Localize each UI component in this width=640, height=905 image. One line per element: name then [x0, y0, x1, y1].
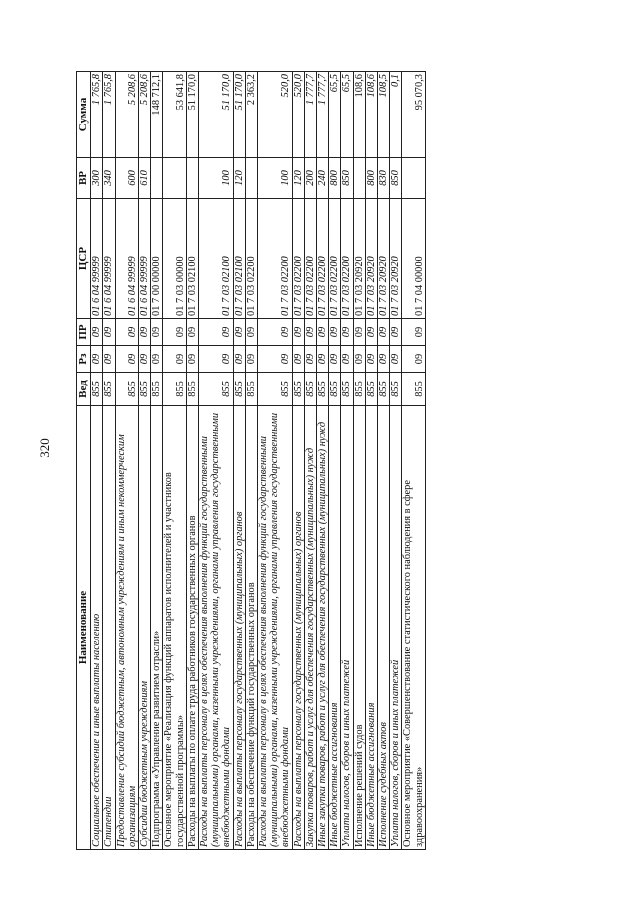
- cell-csr: 01 7 03 20920: [378, 199, 390, 319]
- cell-ved: 855: [115, 373, 138, 406]
- cell-rz: 09: [103, 346, 115, 373]
- cell-ved: 855: [390, 373, 402, 406]
- cell-vr: 240: [317, 158, 329, 199]
- cell-vr: 340: [103, 158, 115, 199]
- cell-ved: 855: [329, 373, 341, 406]
- cell-pr: 09: [317, 319, 329, 346]
- cell-sum: 148 712,1: [151, 72, 163, 158]
- cell-name: Расходы на выплаты персоналу государственных (муниципальных) органов: [233, 406, 245, 850]
- cell-ved: 855: [258, 373, 293, 406]
- cell-csr: 01 7 03 20920: [390, 199, 402, 319]
- cell-vr: [353, 158, 365, 199]
- cell-vr: 610: [139, 158, 151, 199]
- cell-csr: 01 7 03 02100: [186, 199, 198, 319]
- cell-vr: [163, 158, 186, 199]
- cell-rz: 09: [115, 346, 138, 373]
- cell-csr: 01 7 00 00000: [151, 199, 163, 319]
- cell-ved: 855: [353, 373, 365, 406]
- cell-vr: [402, 158, 425, 199]
- header-csr: ЦСР: [77, 199, 91, 319]
- cell-vr: [245, 158, 257, 199]
- cell-vr: 200: [304, 158, 316, 199]
- cell-sum: 2 363,2: [245, 72, 257, 158]
- cell-sum: 95 070,3: [402, 72, 425, 158]
- cell-pr: 09: [341, 319, 353, 346]
- table-row: [115, 72, 138, 850]
- header-rz: Рз: [77, 346, 91, 373]
- cell-rz: 09: [199, 346, 234, 373]
- cell-sum: 5 208,6: [115, 72, 138, 158]
- cell-sum: 5 208,6: [139, 72, 151, 158]
- cell-vr: 100: [199, 158, 234, 199]
- header-ved: Вед: [77, 373, 91, 406]
- cell-rz: 09: [163, 346, 186, 373]
- budget-table: [76, 71, 426, 850]
- table-row: [233, 72, 245, 850]
- page-number: 320: [37, 438, 52, 458]
- table-row: [186, 72, 198, 850]
- cell-csr: 01 7 03 02200: [292, 199, 304, 319]
- cell-csr: 01 7 03 02200: [245, 199, 257, 319]
- cell-pr: 09: [103, 319, 115, 346]
- cell-name: Иные бюджетные ассигнования: [365, 406, 377, 850]
- cell-pr: 09: [329, 319, 341, 346]
- table-row: [402, 72, 425, 850]
- cell-name: Расходы на выплаты по оплате труда работников государственных органов: [186, 406, 198, 850]
- table-row: [317, 72, 329, 850]
- cell-name: Иные бюджетные ассигнования: [329, 406, 341, 850]
- cell-ved: 855: [292, 373, 304, 406]
- cell-csr: 01 7 03 02200: [341, 199, 353, 319]
- table-row: [151, 72, 163, 850]
- cell-ved: 855: [317, 373, 329, 406]
- cell-csr: 01 7 03 02100: [233, 199, 245, 319]
- cell-csr: 01 7 03 20920: [353, 199, 365, 319]
- cell-csr: 01 7 03 00000: [163, 199, 186, 319]
- cell-pr: 09: [233, 319, 245, 346]
- cell-ved: 855: [199, 373, 234, 406]
- cell-rz: 09: [317, 346, 329, 373]
- table-row: [199, 72, 234, 850]
- cell-name: Иные закупки товаров, работ и услуг для обеспечения государственных (муниципальных) нужд: [317, 406, 329, 850]
- cell-name: Субсидии бюджетным учреждениям: [139, 406, 151, 850]
- cell-pr: 09: [151, 319, 163, 346]
- cell-csr: 01 6 04 99999: [139, 199, 151, 319]
- cell-rz: 09: [390, 346, 402, 373]
- cell-ved: 855: [365, 373, 377, 406]
- cell-name: Подпрограмма «Управление развитием отрасли»: [151, 406, 163, 850]
- cell-ved: 855: [91, 373, 103, 406]
- table-row: [163, 72, 186, 850]
- cell-pr: 09: [139, 319, 151, 346]
- cell-name: Предоставление субсидий бюджетным, автономным учреждениям и иным некоммерческим организациям: [115, 406, 138, 850]
- cell-ved: 855: [139, 373, 151, 406]
- cell-rz: 09: [365, 346, 377, 373]
- cell-csr: 01 7 03 02200: [329, 199, 341, 319]
- cell-rz: 09: [329, 346, 341, 373]
- cell-pr: 09: [115, 319, 138, 346]
- cell-rz: 09: [402, 346, 425, 373]
- cell-csr: 01 6 04 99999: [91, 199, 103, 319]
- cell-rz: 09: [139, 346, 151, 373]
- cell-pr: 09: [199, 319, 234, 346]
- table-row: [258, 72, 293, 850]
- cell-name: Основное мероприятие «Совершенствование статистического наблюдения в сфере здравоохранения»: [402, 406, 425, 850]
- cell-sum: 108,6: [365, 72, 377, 158]
- cell-vr: [151, 158, 163, 199]
- cell-csr: 01 7 04 00000: [402, 199, 425, 319]
- cell-sum: 1 777,7: [304, 72, 316, 158]
- cell-sum: 108,5: [378, 72, 390, 158]
- cell-name: Уплата налогов, сборов и иных платежей: [390, 406, 402, 850]
- table-row: [353, 72, 365, 850]
- cell-sum: 1 765,8: [91, 72, 103, 158]
- cell-name: Социальное обеспечение и иные выплаты населению: [91, 406, 103, 850]
- cell-sum: 51 170,0: [186, 72, 198, 158]
- cell-vr: 830: [378, 158, 390, 199]
- cell-pr: 09: [402, 319, 425, 346]
- cell-name: Закупка товаров, работ и услуг для обеспечения государственных (муниципальных) нужд: [304, 406, 316, 850]
- cell-sum: 65,5: [329, 72, 341, 158]
- cell-ved: 855: [402, 373, 425, 406]
- cell-vr: 100: [258, 158, 293, 199]
- cell-rz: 09: [186, 346, 198, 373]
- cell-name: Расходы на выплаты персоналу в целях обеспечения выполнения функций государственными (муниципальными) органами, казенными учреждениями, органами управления государственными внебюджетными фондами: [258, 406, 293, 850]
- cell-sum: 53 641,8: [163, 72, 186, 158]
- cell-name: Расходы на обеспечение функций государственных органов: [245, 406, 257, 850]
- cell-csr: 01 7 03 20920: [365, 199, 377, 319]
- cell-vr: 800: [329, 158, 341, 199]
- cell-sum: 520,0: [292, 72, 304, 158]
- cell-pr: 09: [186, 319, 198, 346]
- cell-rz: 09: [304, 346, 316, 373]
- header-vr: ВР: [77, 158, 91, 199]
- cell-csr: 01 6 04 99999: [103, 199, 115, 319]
- cell-rz: 09: [341, 346, 353, 373]
- table-row: [341, 72, 353, 850]
- cell-vr: [186, 158, 198, 199]
- header-sum: Сумма: [77, 72, 91, 158]
- cell-rz: 09: [245, 346, 257, 373]
- cell-sum: 108,6: [353, 72, 365, 158]
- cell-csr: 01 7 03 02200: [258, 199, 293, 319]
- table-row: [139, 72, 151, 850]
- cell-pr: 09: [91, 319, 103, 346]
- cell-vr: 850: [390, 158, 402, 199]
- table-header-row: [77, 72, 91, 850]
- cell-pr: 09: [245, 319, 257, 346]
- header-name: Наименование: [77, 406, 91, 850]
- cell-ved: 855: [341, 373, 353, 406]
- cell-vr: 850: [341, 158, 353, 199]
- cell-ved: 855: [186, 373, 198, 406]
- cell-pr: 09: [378, 319, 390, 346]
- cell-vr: 800: [365, 158, 377, 199]
- cell-pr: 09: [353, 319, 365, 346]
- cell-sum: 1 777,7: [317, 72, 329, 158]
- cell-pr: 09: [304, 319, 316, 346]
- cell-pr: 09: [258, 319, 293, 346]
- cell-ved: 855: [245, 373, 257, 406]
- table-row: [103, 72, 115, 850]
- cell-pr: 09: [365, 319, 377, 346]
- cell-csr: 01 7 03 02100: [199, 199, 234, 319]
- table-row: [304, 72, 316, 850]
- cell-csr: 01 7 03 02200: [304, 199, 316, 319]
- cell-ved: 855: [103, 373, 115, 406]
- cell-name: Расходы на выплаты персоналу государственных (муниципальных) органов: [292, 406, 304, 850]
- cell-csr: 01 7 03 02200: [317, 199, 329, 319]
- cell-name: Основное мероприятие «Реализация функций аппаратов исполнителей и участников государственной программы»: [163, 406, 186, 850]
- cell-vr: 300: [91, 158, 103, 199]
- rotated-page-content: [76, 72, 590, 850]
- cell-ved: 855: [233, 373, 245, 406]
- table-row: [390, 72, 402, 850]
- cell-pr: 09: [292, 319, 304, 346]
- cell-rz: 09: [378, 346, 390, 373]
- cell-vr: 120: [233, 158, 245, 199]
- table-row: [292, 72, 304, 850]
- cell-rz: 09: [151, 346, 163, 373]
- cell-rz: 09: [292, 346, 304, 373]
- cell-csr: 01 6 04 99999: [115, 199, 138, 319]
- cell-rz: 09: [258, 346, 293, 373]
- cell-sum: 520,0: [258, 72, 293, 158]
- cell-ved: 855: [163, 373, 186, 406]
- cell-pr: 09: [390, 319, 402, 346]
- table-row: [329, 72, 341, 850]
- table-row: [378, 72, 390, 850]
- cell-rz: 09: [353, 346, 365, 373]
- table-row: [245, 72, 257, 850]
- cell-vr: 600: [115, 158, 138, 199]
- cell-ved: 855: [151, 373, 163, 406]
- cell-ved: 855: [304, 373, 316, 406]
- cell-rz: 09: [91, 346, 103, 373]
- cell-sum: 1 765,8: [103, 72, 115, 158]
- cell-rz: 09: [233, 346, 245, 373]
- cell-sum: 65,5: [341, 72, 353, 158]
- table-row: [91, 72, 103, 850]
- table-row: [365, 72, 377, 850]
- cell-vr: 120: [292, 158, 304, 199]
- cell-ved: 855: [378, 373, 390, 406]
- cell-sum: 51 170,0: [199, 72, 234, 158]
- header-pr: ПР: [77, 319, 91, 346]
- cell-name: Уплата налогов, сборов и иных платежей: [341, 406, 353, 850]
- cell-name: Исполнение решений судов: [353, 406, 365, 850]
- cell-sum: 0,1: [390, 72, 402, 158]
- cell-name: Расходы на выплаты персоналу в целях обеспечения выполнения функций государственными (муниципальными) органами, казенными учреждениями, органами управления государственными внебюджетными фондами: [199, 406, 234, 850]
- cell-pr: 09: [163, 319, 186, 346]
- cell-name: Стипендии: [103, 406, 115, 850]
- cell-name: Исполнение судебных актов: [378, 406, 390, 850]
- cell-sum: 51 170,0: [233, 72, 245, 158]
